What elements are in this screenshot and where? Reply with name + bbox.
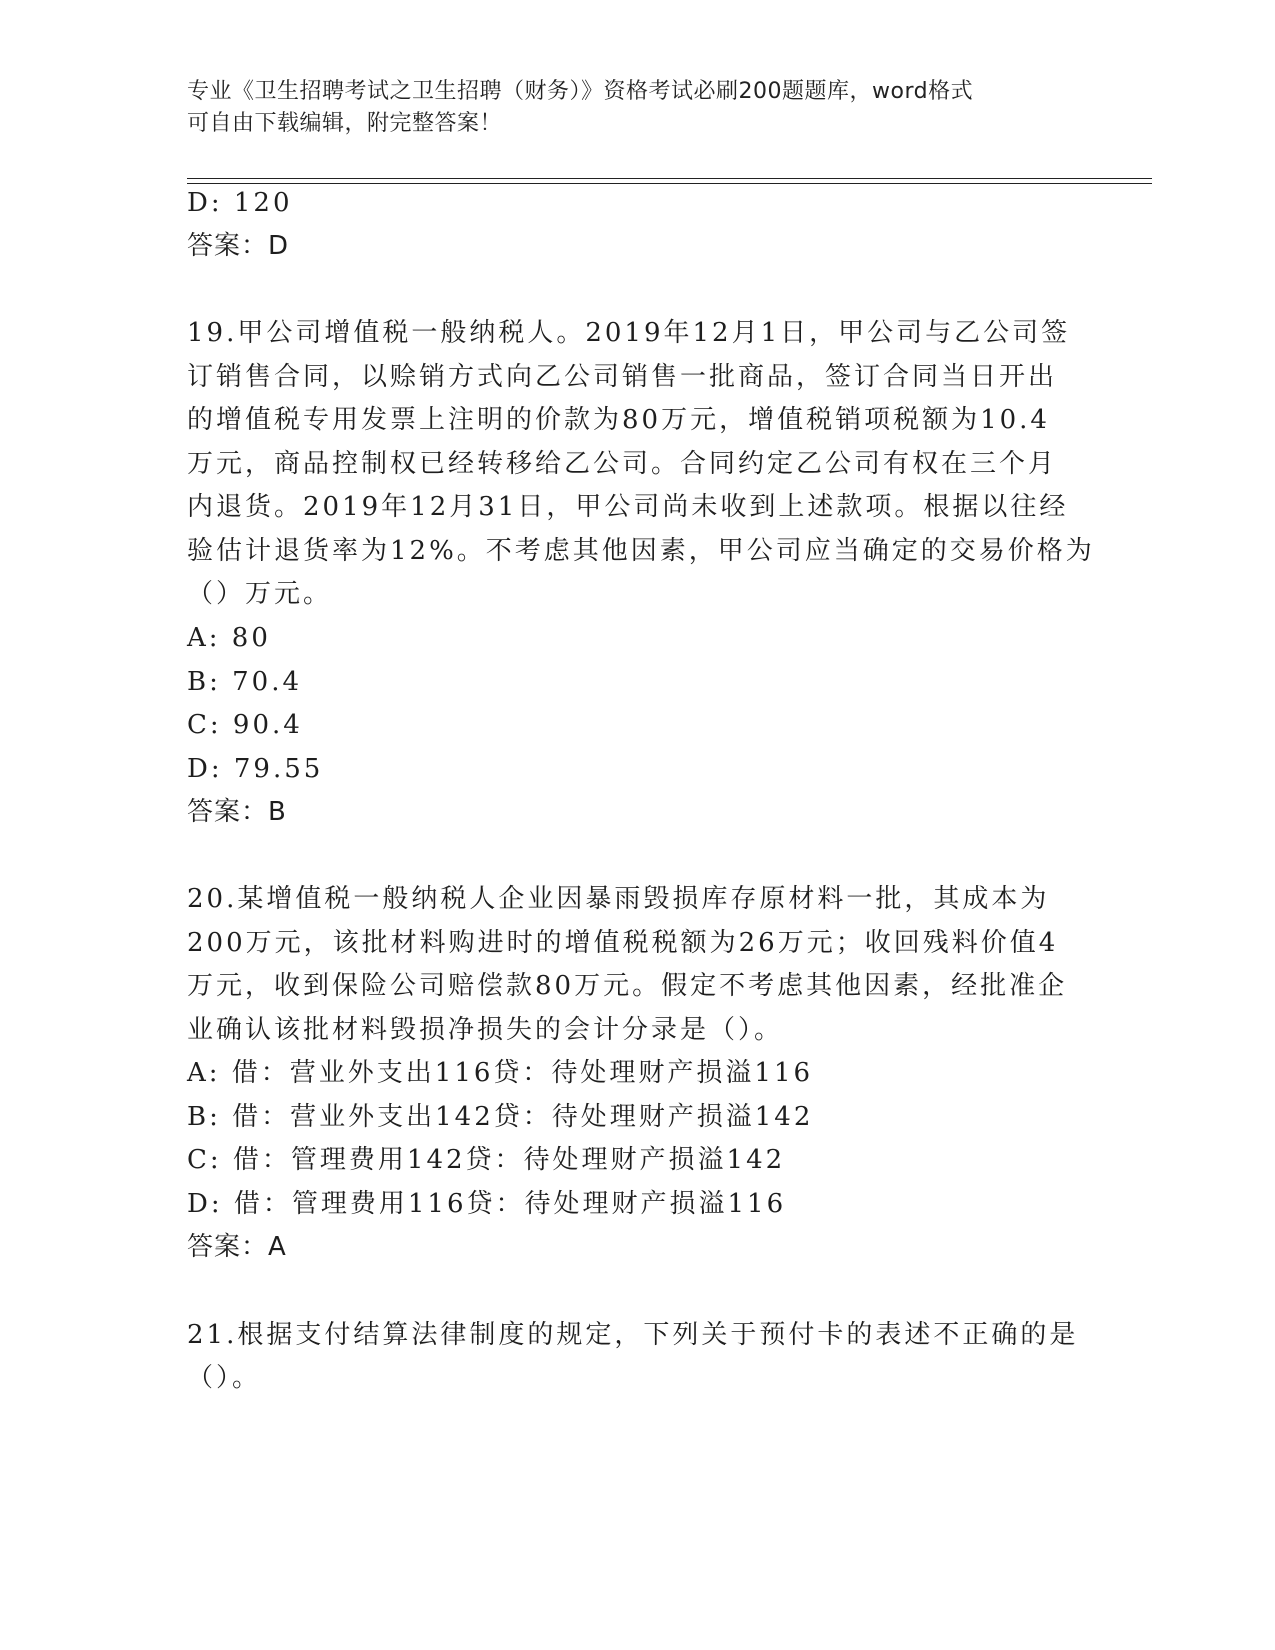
header-line-1: 专业《卫生招聘考试之卫生招聘（财务）》资格考试必刷200题题库，word格式 <box>187 79 974 104</box>
q19-text-line: 的增值税专用发票上注明的价款为80万元，增值税销项税额为10.4 <box>187 405 1050 435</box>
q19-text-line: 订销售合同，以赊销方式向乙公司销售一批商品，签订合同当日开出 <box>187 362 1058 392</box>
document-header <box>187 76 1067 140</box>
header-divider-top <box>187 178 1152 179</box>
q20-option-d: D: 借：管理费用116贷：待处理财产损溢116 <box>187 1189 787 1219</box>
q19-option-b: B: 70.4 <box>187 667 303 697</box>
header-line-2: 可自由下载编辑，附完整答案！ <box>187 111 503 136</box>
q19-text-line: 19.甲公司增值税一般纳税人。2019年12月1日，甲公司与乙公司签 <box>187 318 1071 348</box>
header-divider-bottom <box>187 183 1152 184</box>
q19-option-d: D: 79.55 <box>187 754 324 784</box>
q20-text-line: 业确认该批材料毁损净损失的会计分录是（）。 <box>187 1015 784 1045</box>
q20-option-a: A: 借：营业外支出116贷：待处理财产损溢116 <box>187 1058 814 1088</box>
q19-text-line: 万元，商品控制权已经转移给乙公司。合同约定乙公司有权在三个月 <box>187 449 1058 479</box>
q20-text-line: 200万元，该批材料购进时的增值税税额为26万元；收回残料价值4 <box>187 928 1059 958</box>
q20-option-c: C: 借：管理费用142贷：待处理财产损溢142 <box>187 1145 786 1175</box>
q19-answer: 答案：B <box>187 797 287 827</box>
q20-answer: 答案：A <box>187 1232 287 1262</box>
q20-text-line: 20.某增值税一般纳税人企业因暴雨毁损库存原材料一批，其成本为 <box>187 884 1050 914</box>
q21-text-line: （）。 <box>187 1363 262 1393</box>
q19-text-line: （）万元。 <box>187 579 333 609</box>
q19-text-line: 验估计退货率为12%。不考虑其他因素，甲公司应当确定的交易价格为 <box>187 536 1095 566</box>
q19-text-line: 内退货。2019年12月31日，甲公司尚未收到上述款项。根据以往经 <box>187 492 1069 522</box>
q21-text-line: 21.根据支付结算法律制度的规定，下列关于预付卡的表述不正确的是 <box>187 1320 1079 1350</box>
q19-option-c: C: 90.4 <box>187 710 303 740</box>
q20-text-line: 万元，收到保险公司赔偿款80万元。假定不考虑其他因素，经批准企 <box>187 971 1068 1001</box>
q20-option-b: B: 借：营业外支出142贷：待处理财产损溢142 <box>187 1102 814 1132</box>
prev-answer: 答案：D <box>187 231 290 261</box>
q19-option-a: A: 80 <box>187 623 271 653</box>
prev-option-d: D: 120 <box>187 188 293 218</box>
